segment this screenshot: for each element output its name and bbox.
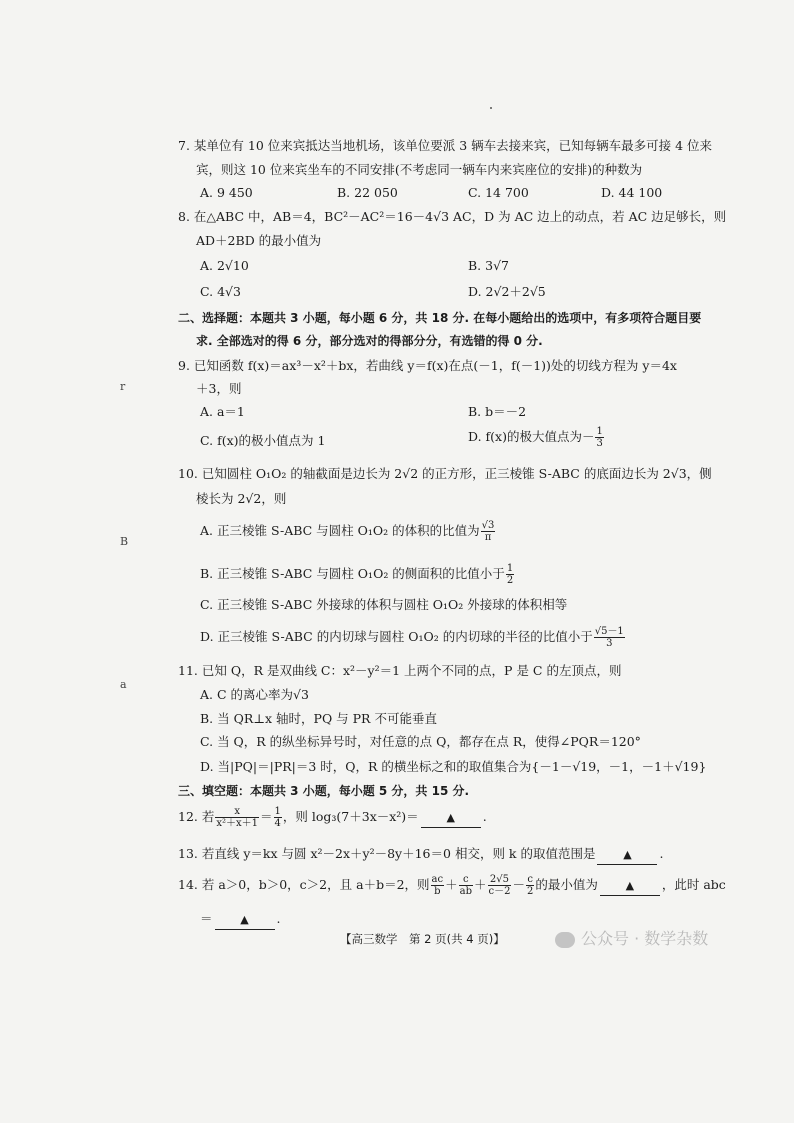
q10-option-b-text: B. 正三棱锥 S-ABC 与圆柱 O₁O₂ 的侧面积的比值小于 [200,566,505,581]
q9-line1: 9. 已知函数 f(x)＝ax³－x²＋bx，若曲线 y＝f(x)在点(－1，f(－1))处的切线方程为 y＝4x [178,358,677,373]
q10-option-b [200,563,515,586]
fraction-numerator: 1 [596,426,603,437]
fraction [215,806,259,829]
fraction [506,563,514,586]
fraction-numerator: ac [431,874,444,885]
fraction-numerator: 2√5 [488,874,512,886]
fraction-denominator: π [484,532,492,543]
answer-blank[interactable] [600,876,660,896]
q13 [178,845,663,865]
q10-option-d [200,626,626,649]
fraction-denominator: 2 [526,886,534,897]
section3-heading: 三、填空题：本题共 3 小题，每小题 5 分，共 15 分. [178,784,470,798]
fraction [526,874,534,897]
section2-heading: 二、选择题：本题共 3 小题，每小题 6 分，共 18 分. 在每小题给出的选项中，有多项符合题目要 [178,311,702,325]
section2-heading-line2: 求. 全部选对的得 6 分，部分选对的得部分分，有选错的得 0 分. [196,334,543,348]
period: . [482,809,487,824]
q7-option-a: A. 9 450 [200,185,253,200]
period: . [276,911,281,926]
margin-mark: r [120,380,126,393]
fraction-denominator: b [434,886,441,897]
operator: ＋ [445,877,458,892]
page-footer: 【高三数学 第 2 页(共 4 页)】 [340,932,505,946]
fraction [459,874,473,897]
q10-line1: 10. 已知圆柱 O₁O₂ 的轴截面是边长为 2√2 的正方形，正三棱锥 S-ABC 的底面边长为 2√3，侧 [178,466,712,481]
q9-line2: ＋3，则 [196,381,242,396]
fraction-denominator: 3 [596,438,603,449]
fraction-denominator: x²＋x＋1 [216,818,259,829]
q12-suffix: ，则 log₃(7＋3x－x²)＝ [282,809,419,824]
q10-option-a [200,520,496,543]
period: . [659,846,664,861]
q14-text2: ，此时 abc [661,877,726,892]
fraction-denominator: c－2 [488,886,511,897]
fraction [488,874,512,897]
q13-text: 13. 若直线 y＝kx 与圆 x²－2x＋y²－8y＋16＝0 相交，则 k 的取值范围是 [178,846,596,861]
operator: ＋ [473,877,487,892]
q7-option-d: D. 44 100 [601,185,663,200]
q10-option-a-text: A. 正三棱锥 S-ABC 与圆柱 O₁O₂ 的体积的比值为 [200,523,480,538]
answer-blank[interactable] [421,808,481,828]
q9-option-d [468,426,605,449]
q8-line1: 8. 在△ABC 中，AB＝4，BC²－AC²＝16－4√3 AC，D 为 AC 边上的动点，若 AC 边足够长，则 [178,209,727,224]
fraction [431,874,445,897]
q11-option-c: C. 当 Q，R 的纵坐标异号时，对任意的点 Q，都存在点 R，使得∠PQR＝120° [200,734,641,749]
q11-line1: 11. 已知 Q，R 是双曲线 C：x²－y²＝1 上两个不同的点，P 是 C 的左顶点，则 [178,663,622,678]
q12-equals: ＝ [260,809,273,824]
scan-speck [490,107,492,109]
q8-option-a: A. 2√10 [200,258,249,273]
q12-prefix: 12. 若 [178,809,215,824]
answer-blank[interactable] [597,845,657,865]
q7-line1: 7. 某单位有 10 位来宾抵达当地机场，该单位要派 3 辆车去接来宾，已知每辆车最多可接 4 位来 [178,138,713,153]
q9-option-b: B. b＝－2 [468,404,527,419]
q8-option-b: B. 3√7 [468,258,510,273]
fraction-numerator: √3 [481,520,495,531]
equals-sign: ＝ [200,911,213,926]
q11-option-d: D. 当|PQ|＝|PR|＝3 时，Q，R 的横坐标之和的取值集合为{－1－√19，－1，－1＋√19} [200,759,707,774]
fraction [595,426,603,449]
answer-blank[interactable] [215,910,275,930]
q7-option-c: C. 14 700 [468,185,529,200]
margin-mark: a [120,678,127,691]
q11-option-b: B. 当 QR⊥x 轴时，PQ 与 PR 不可能垂直 [200,711,437,726]
watermark-text: 公众号 · 数学杂数 [581,929,709,948]
fraction-numerator: c [527,874,533,885]
triangle-icon: ▲ [623,848,632,861]
fraction-numerator: √5－1 [594,626,624,637]
fraction-denominator: 2 [506,575,514,586]
q8-option-d: D. 2√2＋2√5 [468,284,546,299]
fraction-numerator: 1 [506,563,514,574]
q14-text: 的最小值为 [535,877,598,892]
q8-line2: AD＋2BD 的最小值为 [196,233,322,248]
q8-option-c: C. 4√3 [200,284,241,299]
margin-mark: B [120,535,129,548]
q7-option-b: B. 22 050 [337,185,398,200]
q11-option-a: A. C 的离心率为√3 [200,687,309,702]
fraction-numerator: 1 [274,806,281,817]
q14-line2 [200,910,281,930]
fraction-denominator: ab [459,886,472,897]
triangle-icon: ▲ [446,811,455,824]
q14 [178,874,726,904]
fraction [274,806,282,829]
q14-prefix: 14. 若 a＞0，b＞0，c＞2，且 a＋b＝2，则 [178,877,430,892]
operator: － [512,877,525,892]
q9-option-d-text: D. f(x)的极大值点为－ [468,429,595,444]
fraction-denominator: 4 [274,818,281,829]
fraction-denominator: 3 [606,638,613,649]
q10-line2: 棱长为 2√2，则 [196,491,287,506]
fraction [594,626,625,649]
triangle-icon: ▲ [240,913,249,926]
wechat-icon [555,932,575,948]
q7-line2: 宾，则这 10 位来宾坐车的不同安排(不考虑同一辆车内来宾座位的安排)的种数为 [196,162,643,177]
q12 [178,806,487,836]
q9-option-c: C. f(x)的极小值点为 1 [200,433,326,448]
q10-option-c: C. 正三棱锥 S-ABC 外接球的体积与圆柱 O₁O₂ 外接球的体积相等 [200,597,568,612]
watermark [555,926,708,949]
fraction [481,520,496,543]
fraction-numerator: x [215,806,259,818]
triangle-icon: ▲ [625,879,635,892]
fraction-numerator: c [459,874,473,886]
q10-option-d-text: D. 正三棱锥 S-ABC 的内切球与圆柱 O₁O₂ 的内切球的半径的比值小于 [200,629,593,644]
q9-option-a: A. a＝1 [200,404,245,419]
